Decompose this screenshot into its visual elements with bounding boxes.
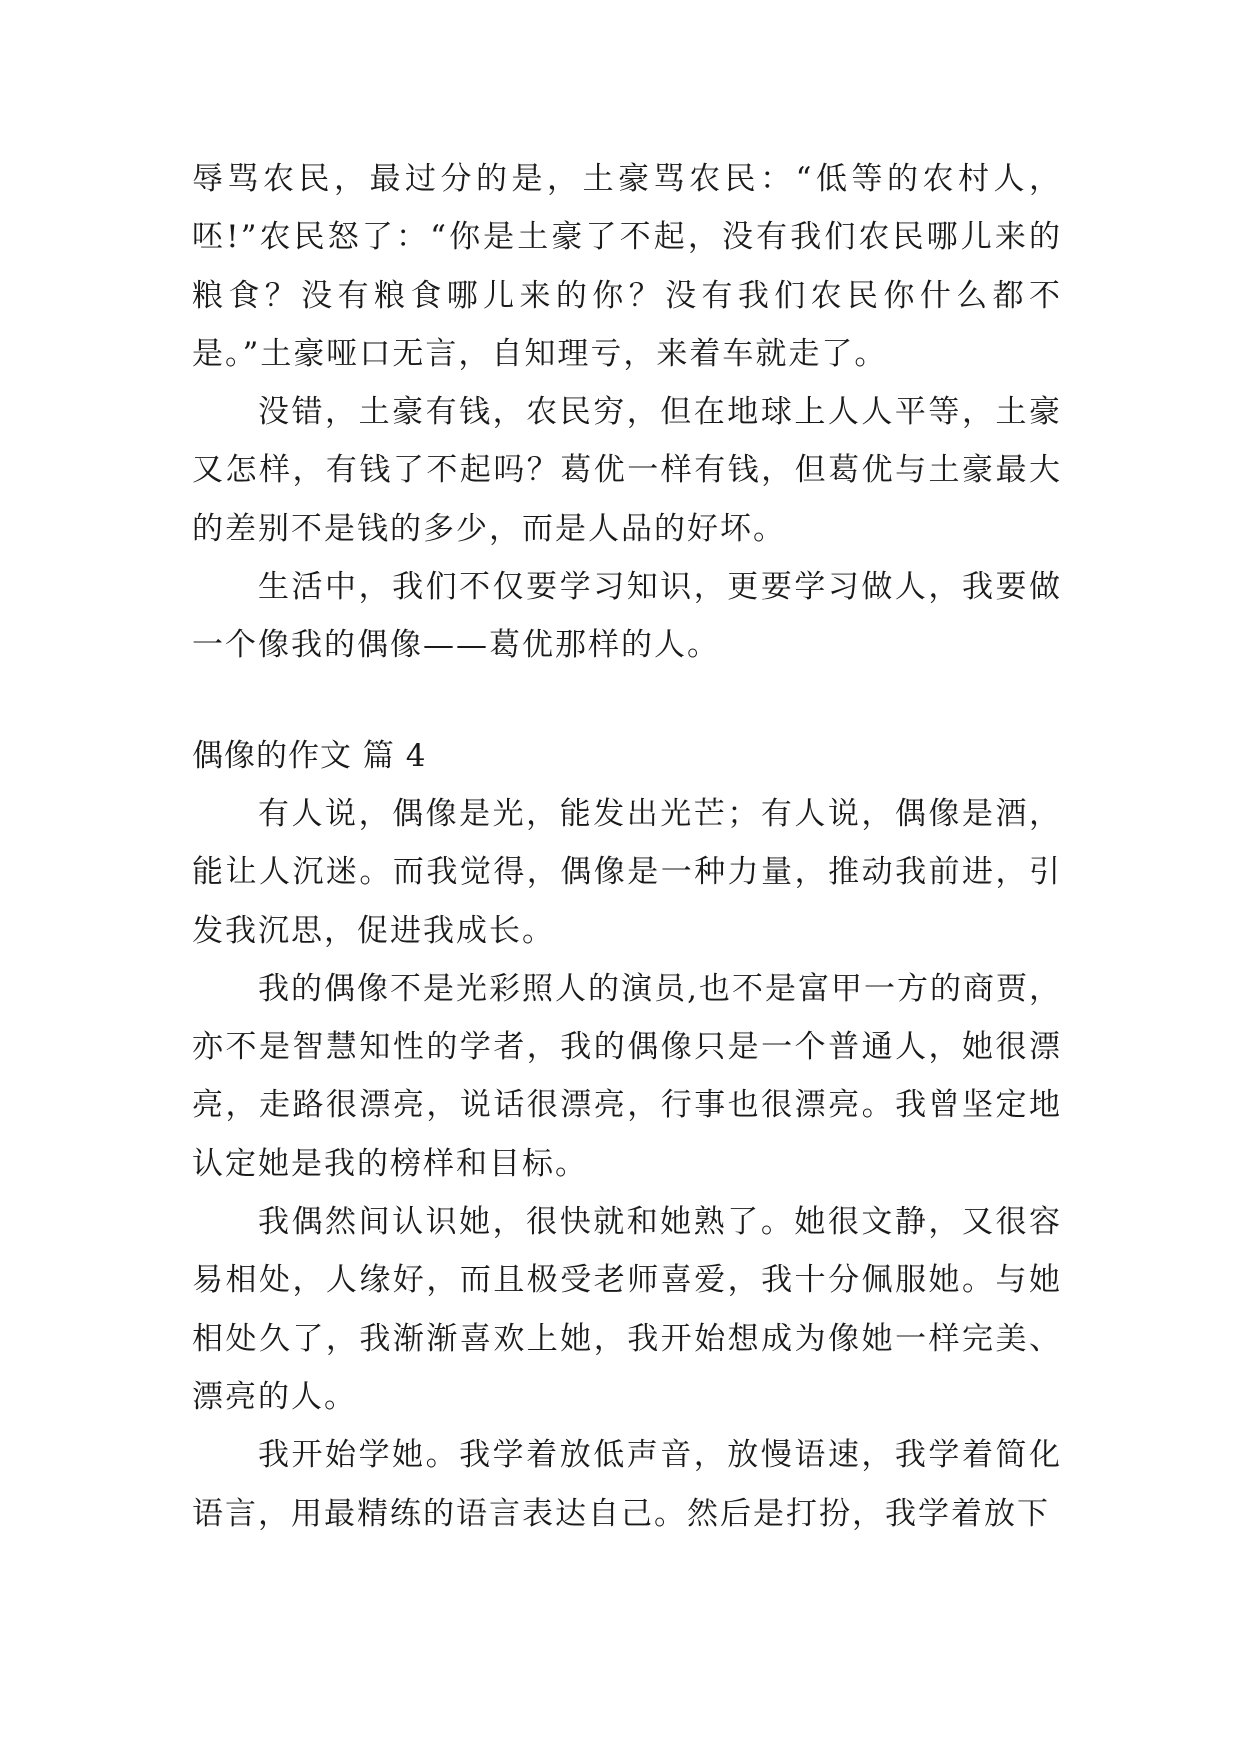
paragraph: 没错，土豪有钱，农民穷，但在地球上人人平等，土豪又怎样，有钱了不起吗？葛优一样有钱，但葛优与土豪最大的差别不是钱的多少，而是人品的好坏。 bbox=[192, 394, 1062, 547]
section-heading: 偶像的作文 篇 4 bbox=[192, 737, 427, 774]
paragraph: 有人说，偶像是光，能发出光芒；有人说，偶像是酒，能让人沉迷。而我觉得，偶像是一种力量，推动我前进，引发我沉思，促进我成长。 bbox=[192, 795, 1062, 949]
paragraph-continued: 辱骂农民，最过分的是，土豪骂农民：“低等的农村人，呸!”农民怒了：“你是土豪了不起，没有我们农民哪儿来的粮食？没有粮食哪儿来的你？没有我们农民你什么都不是。”土豪哑口无言，自知理亏，来着车就走了。 bbox=[192, 161, 1062, 372]
paragraph: 我偶然间认识她，很快就和她熟了。她很文静，又很容易相处，人缘好，而且极受老师喜爱，我十分佩服她。与她相处久了，我渐渐喜欢上她，我开始想成为像她一样完美、漂亮的人。 bbox=[192, 1204, 1062, 1415]
paragraph: 我的偶像不是光彩照人的演员,也不是富甲一方的商贾，亦不是智慧知性的学者，我的偶像只是一个普通人，她很漂亮，走路很漂亮，说话很漂亮，行事也很漂亮。我曾坚定地认定她是我的榜样和目标。 bbox=[192, 970, 1062, 1182]
document-page bbox=[192, 150, 1062, 1543]
paragraph: 生活中，我们不仅要学习知识，更要学习做人，我要做一个像我的偶像——葛优那样的人。 bbox=[192, 569, 1062, 664]
paragraph: 我开始学她。我学着放低声音，放慢语速，我学着简化语言，用最精练的语言表达自己。然后是打扮，我学着放下 bbox=[192, 1437, 1062, 1532]
